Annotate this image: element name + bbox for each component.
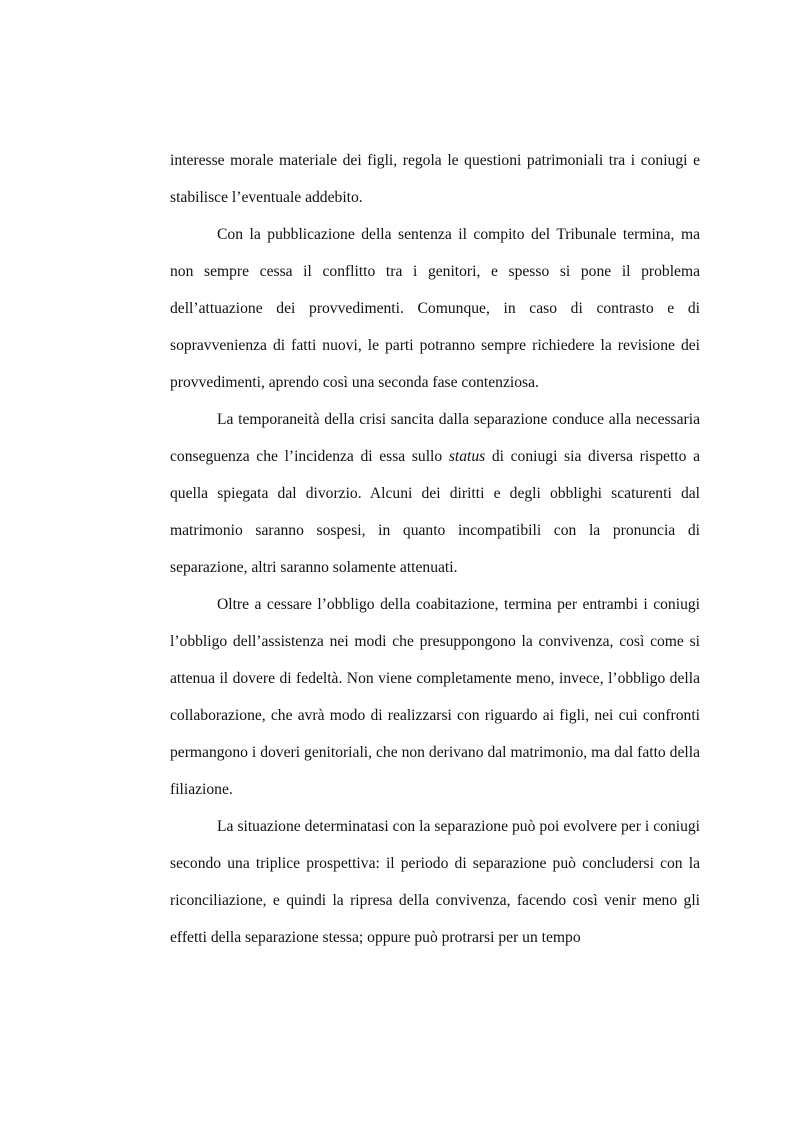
paragraph-3-text-after: di coniugi sia diversa rispetto a quella spiegata dal divorzio. Alcuni dei diritti e degli obblighi scaturenti dal matrimonio saranno sospesi, in quanto incompatibili con la pronuncia di separazione, altri saranno solamente attenuati. — [170, 448, 700, 576]
paragraph-5: La situazione determinatasi con la separazione può poi evolvere per i coniugi secondo una triplice prospettiva: il periodo di separazione può concludersi con la riconciliazione, e quindi la ripresa della convivenza, facendo così venir meno gli effetti della separazione stessa; oppure può protrarsi per un tempo — [170, 818, 700, 946]
document-page — [170, 142, 700, 956]
paragraph-3 — [170, 401, 700, 586]
paragraph-2: Con la pubblicazione della sentenza il compito del Tribunale termina, ma non sempre cessa il conflitto tra i genitori, e spesso si pone il problema dell’attuazione dei provvedimenti. Comunque, in caso di contrasto e di sopravvenienza di fatti nuovi, le parti potranno sempre richiedere la revisione dei provvedimenti, aprendo così una seconda fase contenziosa. — [170, 226, 700, 391]
paragraph-3-italic-term: status — [448, 448, 486, 465]
paragraph-4: Oltre a cessare l’obbligo della coabitazione, termina per entrambi i coniugi l’obbligo dell’assistenza nei modi che presuppongono la convivenza, così come si attenua il dovere di fedeltà. Non viene completamente meno, invece, l’obbligo della collaborazione, che avrà modo di realizzarsi con riguardo ai figli, nei cui confronti permangono i doveri genitoriali, che non derivano dal matrimonio, ma dal fatto della filiazione. — [170, 596, 700, 798]
paragraph-1: interesse morale materiale dei figli, regola le questioni patrimoniali tra i coniugi e stabilisce l’eventuale addebito. — [170, 152, 700, 206]
paragraph-3-text-before: La temporaneità della crisi sancita dalla separazione conduce alla necessaria conseguenza che l’incidenza di essa sullo — [170, 411, 700, 465]
